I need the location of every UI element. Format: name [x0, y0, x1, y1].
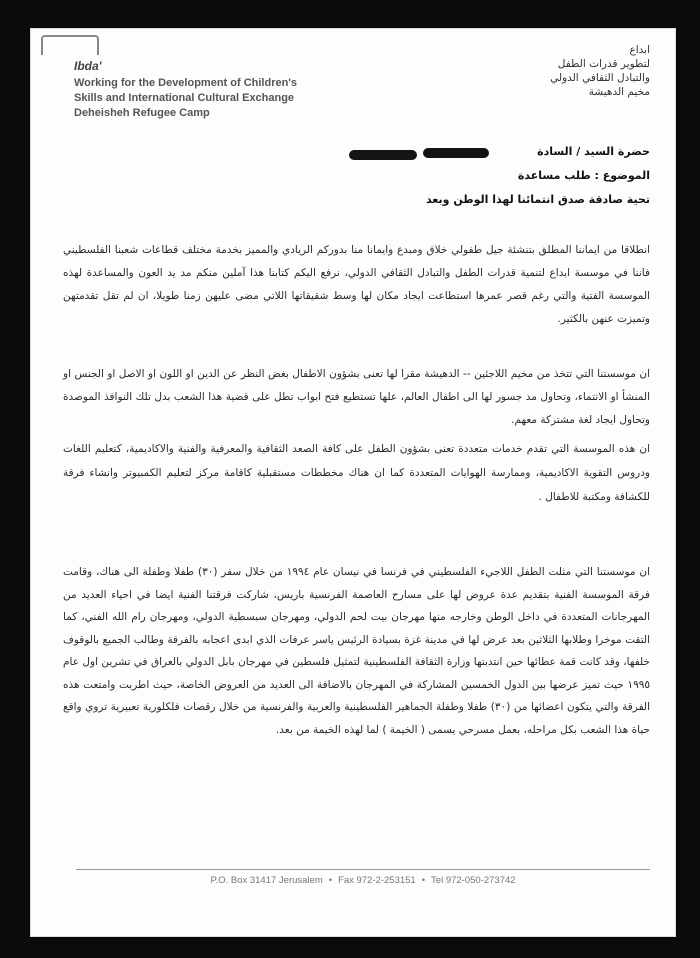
bullet-separator: • — [328, 875, 333, 886]
greeting-line: تحية صادقة صدق انتمائنا لهذا الوطن وبعد — [425, 193, 650, 206]
english-letterhead-line: Deheisheh Refugee Camp — [74, 107, 210, 119]
body-paragraph: انطلاقا من ايماننا المطلق بتنشئة جيل طفولي خلاق ومبدع وايمانا منا بدوركم الريادي والمميز بخدمة مختلف قطاعات شعبنا الفلسطيني فاننا في موسسة ابداع لتنمية قدرات الطفل والتبادل الثقافي الدولي، نرفع اليكم كتابنا هذا آملين منكم مد يد العون والمساعدة لهذه الموسسة الفتية والتي رغم قصر عمرها استطاعت ايجاد مكان لها وسط شقيقاتها اللاتي مضى عليهن زمنا طويلا، ان لم تقل تقدمتهن وتميزت عنهن بالكثير. — [63, 244, 650, 325]
footer-divider — [76, 869, 650, 870]
subject-line: الموضوع : طلب مساعدة — [517, 169, 650, 182]
redaction-mark — [349, 150, 417, 160]
logo-text: Ibda' — [74, 59, 102, 73]
footer-fax: Fax 972-2-253151 — [338, 875, 416, 886]
arabic-letterhead — [510, 43, 650, 99]
arabic-letterhead-line: والتبادل الثقافي الدولي — [550, 72, 650, 84]
bullet-separator: • — [421, 875, 426, 886]
letter-page — [30, 28, 676, 937]
body-paragraph: ان موسستنا التي مثلت الطفل اللاجيء الفلسطيني في فرنسا في نيسان عام ١٩٩٤ من خلال سفر (٣٠) طفلا وطفلة الى هناك، وقامت فرقة الموسسة الفنية بتقديم عدة عروض لها على مسارح العاصمة الفرنسية باريس، شاركت فرقتنا الفنية ايضا في احياء العديد من المهرجانات المتعددة في داخل الوطن وخارجه منها مهرجان بيت لحم الدولي، ومهرجان سبسطية الدولي، ومهرجان رام الله الفني، كما التقت موخرا وطلابها الثلاثين بعد عرض لها في مدينة غزة بسيادة الرئيس ياسر عرفات الذي ابدى اعجابه بالفرقة وطالب الجميع بالوقوف خلفها، وقد كانت قمة عطائها حين انتدبتها وزارة الثقافة الفلسطينية لتمثيل فلسطين في مهرجان بابل الدولي بالعراق في تشرين اول عام ١٩٩٥ حيث تميز عرضها بين الدول الخمسين المشاركة في المهرجان بالاضافة الى العديد من العروض الخاصة، حيث اطربت وامتعت هذه الفرقة والتي يتكون اعضائها من (٣٠) طفلا وطفلة الجماهير الفلسطينية والعربية والفرنسية من خلال رقصات فلكلورية تعبيرية تروي واقع حياة هذا الشعب بكل مراحله، بعمل مسرحي يسمى ( الخيمة ) لما لهذه الخيمة من بعد. — [63, 566, 650, 736]
redaction-mark — [423, 148, 489, 158]
arabic-letterhead-line: ابداع — [629, 44, 650, 56]
english-letterhead-line: Skills and International Cultural Exchange — [74, 92, 295, 104]
addressee-line: حضرة السيد / السادة — [537, 145, 650, 158]
arabic-letterhead-line: لتطوير قدرات الطفل — [557, 58, 650, 70]
english-letterhead — [74, 76, 334, 121]
body-paragraph: ان موسستنا التي تتخذ من مخيم اللاجئين -- الدهيشة مقرا لها تعنى بشؤون الاطفال بغض النظر عن الدين او اللون او الاصل او الجنس او المنشأ او الانتماء، وتحاول مد جسور لها الى اطفال العالم، علها تستطيع فتح ابواب تطل على قضية هذا الشعب بدل تلك النوافذ الموصدة وتحاول ايجاد لغة مشتركة معهم. — [63, 368, 650, 426]
body-paragraph: ان هذه الموسسة التي تقدم خدمات متعددة تعنى بشؤون الطفل على كافة الصعد الثقافية والمعرفية والفنية والاكاديمية، كتعليم اللغات ودروس التقوية الاكاديمية، وممارسة الهوايات المتعددة كما ان هناك مخططات مستقبلية كاقامة مركز لتعليم الكمبيوتر وانشاء فرقة للكشافة ومكتبة للاطفال . — [63, 443, 650, 503]
footer-tel: Tel 972-050-273742 — [431, 875, 516, 886]
english-letterhead-line: Working for the Development of Children's — [74, 77, 298, 89]
staple-mark — [41, 35, 99, 55]
footer-contact — [76, 875, 650, 886]
arabic-letterhead-line: مخيم الدهيشة — [588, 86, 650, 98]
footer-po-box: P.O. Box 31417 Jerusalem — [210, 875, 323, 886]
